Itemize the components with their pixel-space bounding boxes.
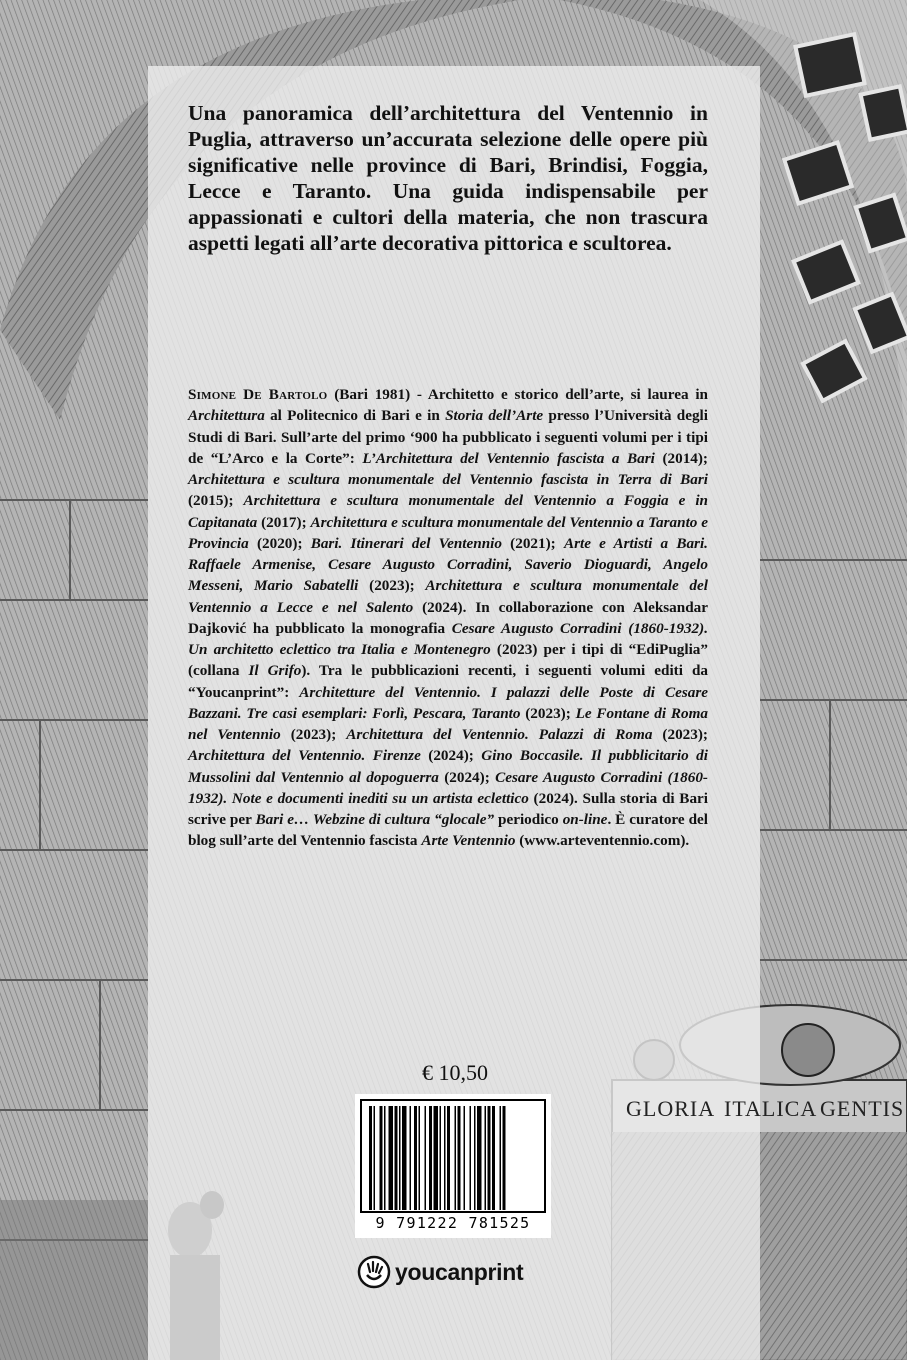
- barcode-bar: [399, 1106, 401, 1210]
- publisher-name: youcanprint: [395, 1258, 524, 1285]
- price-label: € 10,50: [422, 1060, 488, 1085]
- author-name: Simone De Bartolo: [188, 386, 328, 403]
- barcode-bar: [477, 1106, 482, 1210]
- barcode-bar: [419, 1106, 421, 1210]
- monument-inscription: [620, 1086, 907, 1132]
- youcanprint-hand-icon: [357, 1255, 391, 1289]
- barcode-bar: [455, 1106, 457, 1210]
- barcode-bar: [503, 1106, 506, 1210]
- barcode-bar: [470, 1106, 472, 1210]
- barcode-bar: [444, 1106, 446, 1210]
- barcode-bar: [485, 1106, 487, 1210]
- barcode-bar: [369, 1106, 372, 1210]
- isbn-barcode: [355, 1094, 551, 1238]
- inscription-word: GLORIA: [626, 1096, 716, 1121]
- barcode-bar: [458, 1106, 461, 1210]
- author-biography: Simone De Bartolo (Bari 1981) - Architetto e storico dell’arte, si laurea in Architettura al Politecnico di Bari e in Storia dell’Arte presso l’Università degli Studi di Bari. Sull’arte del primo ‘900 ha pubblicato i seguenti volumi per i tipi de “L’Arco e la Corte”: L’Architettura del Ventennio fascista a Bari (2014); Architettura e scultura monumentale del Ventennio fascista in Terra di Bari (2015); Architettura e scultura monumentale del Ventennio a Foggia e in Capitanata (2017); Architettura e scultura monumentale del Ventennio a Taranto e Provincia (2020); Bari. Itinerari del Ventennio (2021); Arte e Artisti a Bari. Raffaele Armenise, Cesare Augusto Corradini, Saverio Dioguardi, Angelo Messeni, Mario Sabatelli (2023); Architettura e scultura monumentale del Ventennio a Lecce e nel Salento (2024). In collaborazione con Aleksandar Dajković ha pubblicato la monografia Cesare Augusto Corradini (1860-1932). Un architetto eclettico tra Italia e Montenegro (2023) per i tipi di “EdiPuglia” (collana Il Grifo). Tra le pubblicazioni recenti, i seguenti volumi editi da “Youcanprint”: Architetture del Ventennio. I palazzi delle Poste di Cesare Bazzani. Tre casi esemplari: Forlì, Pescara, Taranto (2023); Le Fontane di Roma nel Ventennio (2023); Architettura del Ventennio. Palazzi di Roma (2023); Architettura del Ventennio. Firenze (2024); Gino Boccasile. Il pubblicitario di Mussolini dal Ventennio al dopoguerra (2024); Cesare Augusto Corradini (1860-1932). Note e documenti inediti su un artista eclettico (2024). Sulla storia di Bari scrive per Bari e… Webzine di cultura “glocale” periodico on-line. È curatore del blog sull’arte del Ventennio fascista Arte Ventennio (www.arteventennio.com).: [188, 386, 708, 850]
- inscription-word: GENTIS: [820, 1096, 905, 1121]
- barcode-bar: [447, 1106, 450, 1210]
- barcode-bar: [425, 1106, 427, 1210]
- barcode-bar: [492, 1106, 495, 1210]
- barcode-bar: [429, 1106, 432, 1210]
- book-blurb: Una panoramica dell’architettura del Ventennio in Puglia, attraverso un’accurata selezione delle opere più significative nelle province di Bari, Brindisi, Foggia, Lecce e Taranto. Una guida indispensabile per appassionati e cultori della materia, che non trascura aspetti legati all’arte decorativa pittorica e scultorea.: [188, 101, 708, 255]
- inscription-word: ITALICA: [724, 1096, 818, 1121]
- barcode-bar: [500, 1106, 502, 1210]
- barcode-bar: [440, 1106, 442, 1210]
- barcode-bar: [389, 1106, 394, 1210]
- barcode-bar: [414, 1106, 417, 1210]
- barcode-bar: [464, 1106, 466, 1210]
- barcode-bar: [402, 1106, 407, 1210]
- isbn-number: 9 791222 781525: [375, 1214, 531, 1232]
- barcode-bar: [395, 1106, 398, 1210]
- barcode-bar: [374, 1106, 376, 1210]
- barcode-bar: [434, 1106, 439, 1210]
- publisher-logo: [357, 1255, 557, 1289]
- barcode-bar: [488, 1106, 491, 1210]
- barcode-bar: [380, 1106, 383, 1210]
- barcode-bar: [410, 1106, 412, 1210]
- barcode-bar: [384, 1106, 386, 1210]
- barcode-bar: [474, 1106, 476, 1210]
